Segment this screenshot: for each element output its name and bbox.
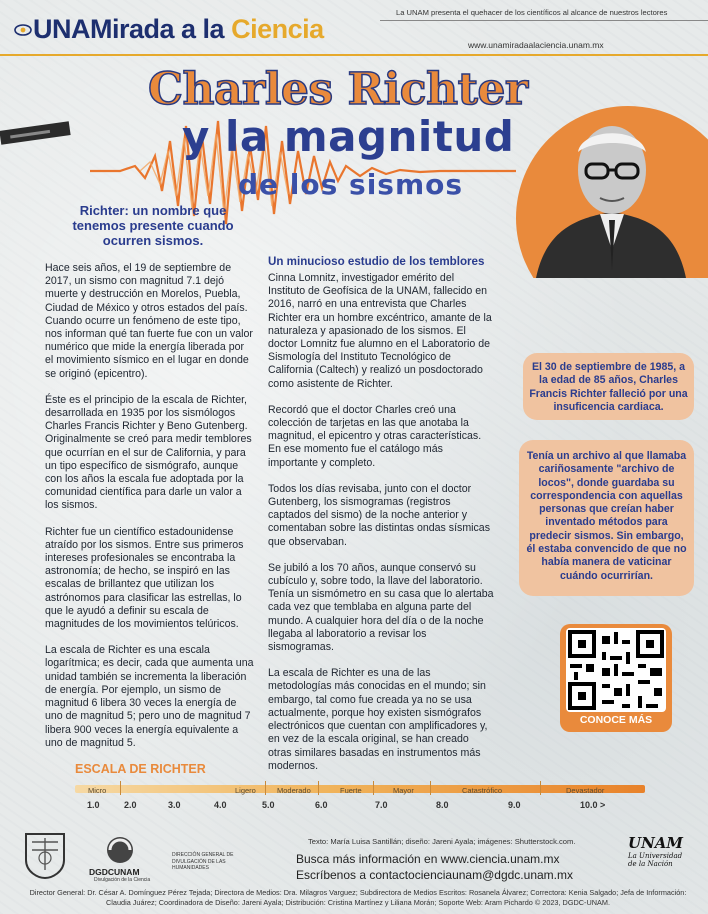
- scale-number: 4.0: [214, 800, 227, 810]
- scale-divider: [120, 781, 121, 795]
- scale-number: 8.0: [436, 800, 449, 810]
- scale-number: 1.0: [87, 800, 100, 810]
- archive-fact-box: Tenía un archivo al que llamaba cariñosamente "archivo de locos", donde guardaba su correspondencia con aquellas personas que creían haber inventado métodos para predecir sismos. Sin embargo, él estaba convencido de que no había manera de vaticinar cuándo ocurrirían.: [519, 440, 694, 596]
- unam-signature-logo: [628, 834, 690, 868]
- paragraph: Todos los días revisaba, junto con el doctor Gutenberg, los sismogramas (registros captados del sismo) de la noche anterior y comentaban sobre las distintas ondas sísmicas que observaban.: [268, 482, 490, 548]
- scale-title: ESCALA DE RICHTER: [75, 762, 206, 776]
- paragraph: Se jubiló a los 70 años, aunque conservó su cubículo y, sobre todo, la llave del laboratorio. Tenía un sismómetro en su casa que lo alertaba cada vez que temblaba en alguna parte del mundo. A cualquier hora del día o de la noche llegaba al laboratorio a revisar los sismogramas.: [268, 561, 494, 654]
- paragraph: Hace seis años, el 19 de septiembre de 2017, un sismo con magnitud 7.1 dejó muerte y destrucción en Morelos, Puebla, Ciudad de México y otros estados del país. Cuando ocurre un fenómeno de este tipo, nos informan qué tan fuerte fue con un valor numérico que mide la energía liberada por el movimiento sísmico en el lugar en donde se originó (epicentro).: [45, 262, 253, 380]
- credits: Texto: María Luisa Santillán; diseño: Jareni Ayala; imágenes: Shutterstock.com.: [308, 837, 576, 846]
- scale-number: 5.0: [262, 800, 275, 810]
- dgdc-logo-icon: [96, 835, 144, 865]
- title-line-3: de los sismos: [238, 168, 464, 201]
- tagline: La UNAM presenta el quehacer de los científicos al alcance de nuestros lectores: [396, 8, 668, 17]
- paragraph: La escala de Richter es una de las metodologías más conocidas en el mundo; sin embargo, tal como fue creada ya no se usa actualmente, porque hoy existen sismógrafos electrónicos que cuentan con amplificadores y, en vez de la escala original, se han creado otras similares basadas en instrumentos más modernos.: [268, 667, 488, 772]
- scale-divider: [318, 781, 319, 795]
- scale-number: 10.0 >: [580, 800, 606, 810]
- column-left: [45, 262, 255, 763]
- scale-divider: [540, 781, 541, 795]
- unam-shield-icon: [22, 830, 68, 880]
- scale-category-label: Fuerte: [340, 786, 362, 795]
- qr-code[interactable]: [566, 628, 666, 712]
- direccion-label: DIRECCIÓN GENERAL DE DIVULGACIÓN DE LAS HUMANIDADES: [172, 852, 234, 871]
- scale-category-label: Moderado: [277, 786, 311, 795]
- site-logo[interactable]: [33, 14, 324, 45]
- scale-category-label: Mayor: [393, 786, 414, 795]
- title-line-1: Charles Richter: [148, 64, 528, 115]
- logo-unam: UNAM: [33, 14, 112, 44]
- death-fact-box: El 30 de septiembre de 1985, a la edad de 85 años, Charles Francis Richter falleció por una insuficencia cardiaca.: [523, 353, 694, 420]
- email-link[interactable]: Escríbenos a contactocienciaunam@dgdc.unam.mx: [296, 868, 573, 882]
- logo-ciencia: Ciencia: [231, 14, 324, 44]
- scale-category-label: Devastador: [566, 786, 605, 795]
- conoce-mas-label[interactable]: CONOCE MÁS: [579, 714, 653, 726]
- scale-category-label: Catastrófico: [462, 786, 503, 795]
- paragraph: Cinna Lomnitz, investigador emérito del Instituto de Geofísica de la UNAM, fallecido en 2016, narró en una entrevista que Charles Richter era un hombre excéntrico, amante de la naturaleza y apasionado de los sismos. El doctor Lomnitz fue alumno en el Laboratorio de Sismología del Instituto Tecnológico de California (Caltech) y realizó un posdoctorado como asistente de Richter.: [268, 272, 492, 390]
- richter-portrait: [516, 100, 708, 278]
- column-middle: [268, 272, 494, 786]
- section-heading: Un minucioso estudio de los temblores: [268, 255, 485, 268]
- subheading: Richter: un nombre que tenemos presente cuando ocurren sismos.: [72, 203, 234, 248]
- header-underline: [0, 54, 708, 56]
- paragraph: La escala de Richter es una escala logarítmica; es decir, cada que aumenta una unidad también se incrementa la liberación de energía. Por ejemplo, un sismo de magnitud 6 libera 30 veces la energía de uno de magnitud 5; pero uno de magnitud 7 libera 900 veces la energía equivalente a uno de magnitud 5.: [45, 644, 254, 749]
- scale-number: 6.0: [315, 800, 328, 810]
- scale-divider: [373, 781, 374, 795]
- scale-number: 7.0: [375, 800, 388, 810]
- paragraph: Éste es el principio de la escala de Richter, desarrollada en 1935 por los sismólogos Charles Francis Richter y Beno Gutenberg. Originalmente se creó para medir temblores que ocurrían en el sur de California, y para un tipo específico de sismógrafo, aunque con los años la escala fue adoptada por la comunidad científica para darle un valor a los sismos.: [45, 393, 252, 512]
- scale-category-label: Micro: [88, 786, 107, 795]
- unam-signature-text: UNAM: [628, 834, 684, 852]
- header-divider: [380, 20, 708, 21]
- scale-divider: [265, 781, 266, 795]
- logo-mirada: irada a la: [112, 14, 232, 44]
- scale-number: 2.0: [124, 800, 137, 810]
- scale-number: 3.0: [168, 800, 181, 810]
- title-line-2: y la magnitud: [182, 112, 515, 161]
- logo-eye-icon: [14, 24, 32, 36]
- website-link[interactable]: www.unamiradaalaciencia.unam.mx: [468, 40, 604, 50]
- paragraph: Recordó que el doctor Charles creó una colección de tarjetas en las que anotaba la magnitud, el epicentro y otras características. En ese momento fue el catálogo más importante y completo.: [268, 403, 482, 469]
- staff-credits: Director General: Dr. César A. Domínguez Pérez Tejada; Directora de Medios: Dra. Milagros Varguez; Subdirectora de Medios Escritos: Rosanela Álvarez; Correctora: Kenia Salgado; Jefa de Información: Claudia Juárez; Coordinadora de Diseño: Jareni Ayala; Distribución: Cristina Martínez y Liliana Morán; Soporte Web: Aram Pichardo © 2023, DGDC-UNAM.: [29, 888, 687, 907]
- header: [0, 0, 708, 55]
- paragraph: Richter fue un científico estadounidense atraído por los sismos. Entre sus primeros intereses profesionales se encontraba la astronomía; de hecho, se inspiró en las escalas de brillantez que utilizan los astrónomos para clasificar las estrellas, lo que le ayudó a definir su escala de magnitudes de los movimientos telúricos.: [45, 525, 244, 631]
- scale-divider: [430, 781, 431, 795]
- busca-link[interactable]: Busca más información en www.ciencia.unam.mx: [296, 852, 560, 866]
- scale-category-label: Ligero: [235, 786, 256, 795]
- dgdc-label: DGDCUNAM: [89, 867, 140, 877]
- unam-signature-sub: La Universidad de la Nación: [628, 852, 683, 868]
- qr-code-card[interactable]: [560, 624, 672, 732]
- dgdc-sublabel: Divulgación de la Ciencia: [94, 877, 151, 883]
- qr-code-icon: [566, 628, 666, 712]
- scale-number: 9.0: [508, 800, 521, 810]
